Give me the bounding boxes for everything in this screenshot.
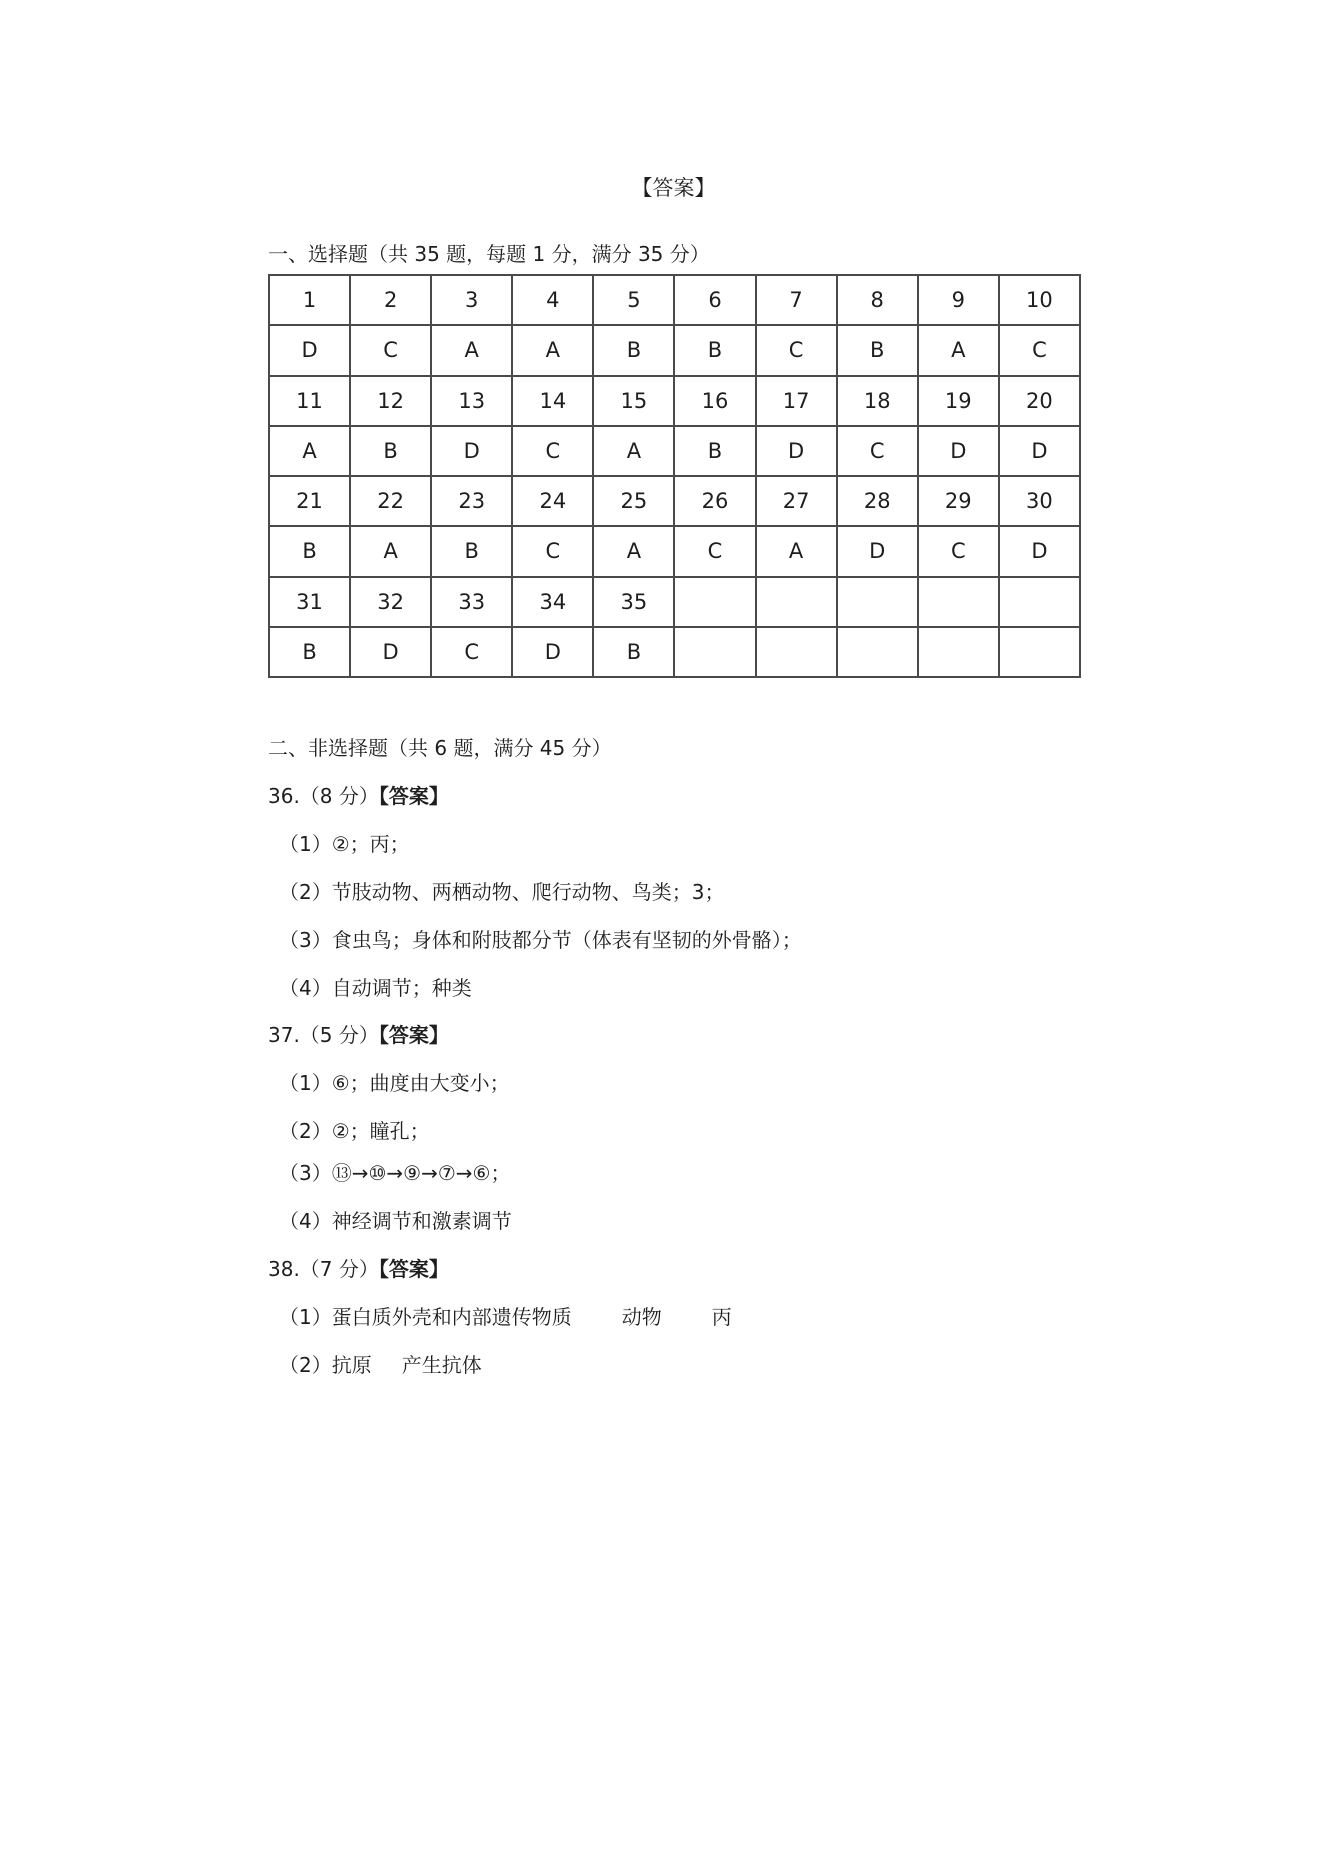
question-number-cell bbox=[837, 577, 918, 627]
answer-cell: C bbox=[350, 325, 431, 375]
q38-item-1-label: （1）蛋白质外壳和内部遗传物质 bbox=[279, 1305, 572, 1329]
answer-cell: B bbox=[269, 627, 350, 677]
q37-number: 37.（5 分） bbox=[268, 1023, 379, 1047]
question-number-cell: 19 bbox=[918, 376, 999, 426]
answer-cell: B bbox=[350, 426, 431, 476]
answer-cell: A bbox=[593, 526, 674, 576]
question-number-cell: 23 bbox=[431, 476, 512, 526]
q37-answer-tag: 【答案】 bbox=[378, 1023, 449, 1047]
question-number-cell: 1 bbox=[269, 275, 350, 325]
answer-table bbox=[268, 274, 1081, 678]
question-number-cell: 29 bbox=[918, 476, 999, 526]
answer-row bbox=[269, 627, 1080, 677]
answer-cell: A bbox=[350, 526, 431, 576]
answer-cell: A bbox=[431, 325, 512, 375]
question-number-cell: 28 bbox=[837, 476, 918, 526]
question-number-cell bbox=[918, 577, 999, 627]
q36-item-3: （3）食虫鸟；身体和附肢都分节（体表有坚韧的外骨骼）； bbox=[279, 928, 802, 952]
answer-cell: A bbox=[269, 426, 350, 476]
question-number-cell bbox=[756, 577, 837, 627]
answer-cell: B bbox=[269, 526, 350, 576]
question-number-cell: 22 bbox=[350, 476, 431, 526]
answer-cell: C bbox=[431, 627, 512, 677]
question-number-cell: 24 bbox=[512, 476, 593, 526]
q38-item-2-label: （2）抗原 bbox=[279, 1353, 372, 1377]
q37-item-1: （1）⑥；曲度由大变小； bbox=[279, 1071, 510, 1095]
answer-cell: C bbox=[837, 426, 918, 476]
answer-cell: C bbox=[512, 426, 593, 476]
q38-header bbox=[268, 1253, 449, 1282]
q37-item-3: （3）⑬→⑩→⑨→⑦→⑥； bbox=[279, 1161, 511, 1185]
question-number-cell: 12 bbox=[350, 376, 431, 426]
question-number-cell: 27 bbox=[756, 476, 837, 526]
page-title: 【答案】 bbox=[631, 176, 716, 200]
answer-cell: C bbox=[512, 526, 593, 576]
q36-header bbox=[268, 780, 449, 809]
answer-row bbox=[269, 426, 1080, 476]
q37-item-2: （2）②；瞳孔； bbox=[279, 1119, 430, 1143]
answer-cell bbox=[756, 627, 837, 677]
answer-cell bbox=[918, 627, 999, 677]
q38-item-2 bbox=[279, 1349, 482, 1378]
answer-cell: C bbox=[918, 526, 999, 576]
q36-item-4: （4）自动调节；种类 bbox=[279, 976, 472, 1000]
question-number-cell: 26 bbox=[674, 476, 755, 526]
question-number-row bbox=[269, 577, 1080, 627]
answer-cell: A bbox=[918, 325, 999, 375]
question-number-cell: 2 bbox=[350, 275, 431, 325]
answer-cell: C bbox=[756, 325, 837, 375]
question-number-cell: 35 bbox=[593, 577, 674, 627]
question-number-cell bbox=[674, 577, 755, 627]
question-number-cell: 13 bbox=[431, 376, 512, 426]
answer-cell: C bbox=[999, 325, 1080, 375]
answer-cell: D bbox=[837, 526, 918, 576]
q38-answer-tag: 【答案】 bbox=[378, 1257, 449, 1281]
question-number-cell: 14 bbox=[512, 376, 593, 426]
q38-item-1-answer-b: 丙 bbox=[711, 1305, 732, 1329]
q37-header bbox=[268, 1019, 449, 1048]
answer-cell: B bbox=[837, 325, 918, 375]
question-number-row bbox=[269, 376, 1080, 426]
answer-cell bbox=[837, 627, 918, 677]
answer-cell: B bbox=[593, 325, 674, 375]
answer-cell bbox=[999, 627, 1080, 677]
answer-cell: D bbox=[756, 426, 837, 476]
answer-cell: B bbox=[593, 627, 674, 677]
question-number-cell: 34 bbox=[512, 577, 593, 627]
question-number-cell: 17 bbox=[756, 376, 837, 426]
answer-cell: D bbox=[512, 627, 593, 677]
question-number-cell: 20 bbox=[999, 376, 1080, 426]
question-number-cell bbox=[999, 577, 1080, 627]
question-number-cell: 16 bbox=[674, 376, 755, 426]
answer-cell: D bbox=[431, 426, 512, 476]
question-number-cell: 33 bbox=[431, 577, 512, 627]
q36-item-2: （2）节肢动物、两栖动物、爬行动物、鸟类；3； bbox=[279, 880, 725, 904]
question-number-cell: 25 bbox=[593, 476, 674, 526]
answer-cell: D bbox=[999, 526, 1080, 576]
answer-cell: A bbox=[756, 526, 837, 576]
question-number-cell: 9 bbox=[918, 275, 999, 325]
q36-answer-tag: 【答案】 bbox=[378, 784, 449, 808]
q37-item-4: （4）神经调节和激素调节 bbox=[279, 1209, 512, 1233]
question-number-cell: 10 bbox=[999, 275, 1080, 325]
answer-cell bbox=[674, 627, 755, 677]
section1-heading: 一、选择题（共 35 题，每题 1 分，满分 35 分） bbox=[268, 242, 710, 266]
answer-cell: D bbox=[269, 325, 350, 375]
q38-number: 38.（7 分） bbox=[268, 1257, 379, 1281]
section2-heading: 二、非选择题（共 6 题，满分 45 分） bbox=[268, 736, 612, 760]
question-number-cell: 5 bbox=[593, 275, 674, 325]
question-number-cell: 4 bbox=[512, 275, 593, 325]
answer-cell: A bbox=[512, 325, 593, 375]
question-number-cell: 32 bbox=[350, 577, 431, 627]
answer-cell: B bbox=[674, 325, 755, 375]
answer-row bbox=[269, 526, 1080, 576]
question-number-row bbox=[269, 476, 1080, 526]
answer-cell: B bbox=[674, 426, 755, 476]
question-number-row bbox=[269, 275, 1080, 325]
question-number-cell: 18 bbox=[837, 376, 918, 426]
q36-item-1: （1）②；丙； bbox=[279, 832, 410, 856]
question-number-cell: 8 bbox=[837, 275, 918, 325]
question-number-cell: 3 bbox=[431, 275, 512, 325]
question-number-cell: 21 bbox=[269, 476, 350, 526]
question-number-cell: 30 bbox=[999, 476, 1080, 526]
answer-cell: D bbox=[999, 426, 1080, 476]
q36-number: 36.（8 分） bbox=[268, 784, 379, 808]
q38-item-1-answer-a: 动物 bbox=[621, 1305, 662, 1329]
question-number-cell: 11 bbox=[269, 376, 350, 426]
answer-row bbox=[269, 325, 1080, 375]
question-number-cell: 15 bbox=[593, 376, 674, 426]
answer-cell: A bbox=[593, 426, 674, 476]
q38-item-1 bbox=[279, 1301, 732, 1330]
q38-item-2-answer-a: 产生抗体 bbox=[401, 1353, 482, 1377]
answer-cell: D bbox=[350, 627, 431, 677]
question-number-cell: 6 bbox=[674, 275, 755, 325]
answer-cell: B bbox=[431, 526, 512, 576]
question-number-cell: 7 bbox=[756, 275, 837, 325]
answer-cell: C bbox=[674, 526, 755, 576]
answer-cell: D bbox=[918, 426, 999, 476]
question-number-cell: 31 bbox=[269, 577, 350, 627]
